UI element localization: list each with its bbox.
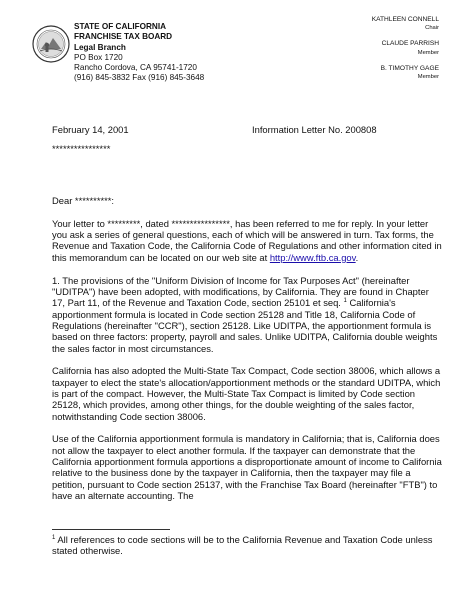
letter-date: February 14, 2001 xyxy=(52,124,129,135)
paragraph-compact: California has also adopted the Multi-State Tax Compact, Code section 38006, which allows a taxpayer to elect the state's allocation/apportionment methods or the standard UDITPA, which is part of the compact. However, the Multi-State Tax Compact is limited by Code section 25128, which provides, among other things, for the double weighting of the sales factor, notwithstanding Code section 38006. xyxy=(52,365,441,422)
footnote-reference: 1 xyxy=(343,298,347,305)
board-member-name: KATHLEEN CONNELL xyxy=(371,16,439,23)
ftb-website-link[interactable]: http://www.ftb.ca.gov xyxy=(269,251,356,263)
board-member-name: CLAUDE PARRISH xyxy=(381,40,439,48)
state-seal-icon xyxy=(32,25,70,63)
agency-branch: Legal Branch xyxy=(74,42,126,52)
paragraph-intro-end: . xyxy=(355,251,359,263)
agency-phone: (916) 845-3832 Fax (916) 845-3648 xyxy=(74,73,205,83)
paragraph-intro-text: Your letter to *********, dated ****************, has been referred to me for reply. In your letter you ask a series of general questions, each of which will be answered in turn. Tax forms, the Revenue and Taxation Code, the California Code of Regulations and other information cited in this memorandum can be located on our web site at xyxy=(52,217,442,263)
agency-state: STATE OF CALIFORNIA xyxy=(74,22,167,31)
agency-name: FRANCHISE TAX BOARD xyxy=(74,32,173,42)
footnote-number: 1 xyxy=(52,535,56,541)
board-member-role: Member xyxy=(417,74,439,81)
board-members xyxy=(372,16,439,89)
letter-body xyxy=(52,195,442,513)
board-member xyxy=(372,16,439,32)
footnote-divider xyxy=(52,529,170,530)
agency-address xyxy=(74,22,204,84)
agency-city: Rancho Cordova, CA 95741-1720 xyxy=(74,63,197,73)
board-member-name: B. TIMOTHY GAGE xyxy=(380,64,439,72)
board-member xyxy=(372,65,439,81)
footnote-text: All references to code sections will be to the California Revenue and Taxation Code unless stated otherwise. xyxy=(52,534,433,557)
agency-po-box: PO Box 1720 xyxy=(74,52,123,62)
paragraph-apportionment: Use of the California apportionment formula is mandatory in California; that is, California does not allow the taxpayer to elect another formula. If the taxpayer can demonstrate that the California apportionment formula apportions a disproportionate amount of income to California relative to the business done by the taxpayer in California, then the taxpayer may file a petition, pursuant to Code section 25137, with the Franchise Tax Board (hereinafter "FTB") to have an alternate accounting. The xyxy=(52,433,442,502)
board-member-role: Member xyxy=(417,49,439,56)
board-member-role: Chair xyxy=(425,25,439,32)
paragraph-uditpa-part1: 1. The provisions of the "Uniform Division of Income for Tax Purposes Act" (hereinafter "UDITPA") have been adopted, with modifications, by California. They are found in Chapter 17, Part 11, of the Revenue and Taxation Code, section 25101 et seq. xyxy=(52,274,429,309)
redacted-address: **************** xyxy=(52,143,111,154)
information-letter-number: Information Letter No. 200808 xyxy=(252,124,377,135)
salutation: Dear **********: xyxy=(52,195,115,206)
footnote xyxy=(52,534,442,557)
paragraph-uditpa xyxy=(52,275,442,354)
board-member xyxy=(372,40,439,56)
paragraph-uditpa-part2: California's apportionment formula is located in Code section 25128 and Title 18, California Code of Regulations (hereinafter "CCR"), section 25128. Like UDITPA, the apportionment formula is based on three factors: property, payroll and sales. Unlike UDITPA, California double weights the sales factor in most circumstances. xyxy=(52,297,438,354)
paragraph-intro xyxy=(52,218,442,263)
